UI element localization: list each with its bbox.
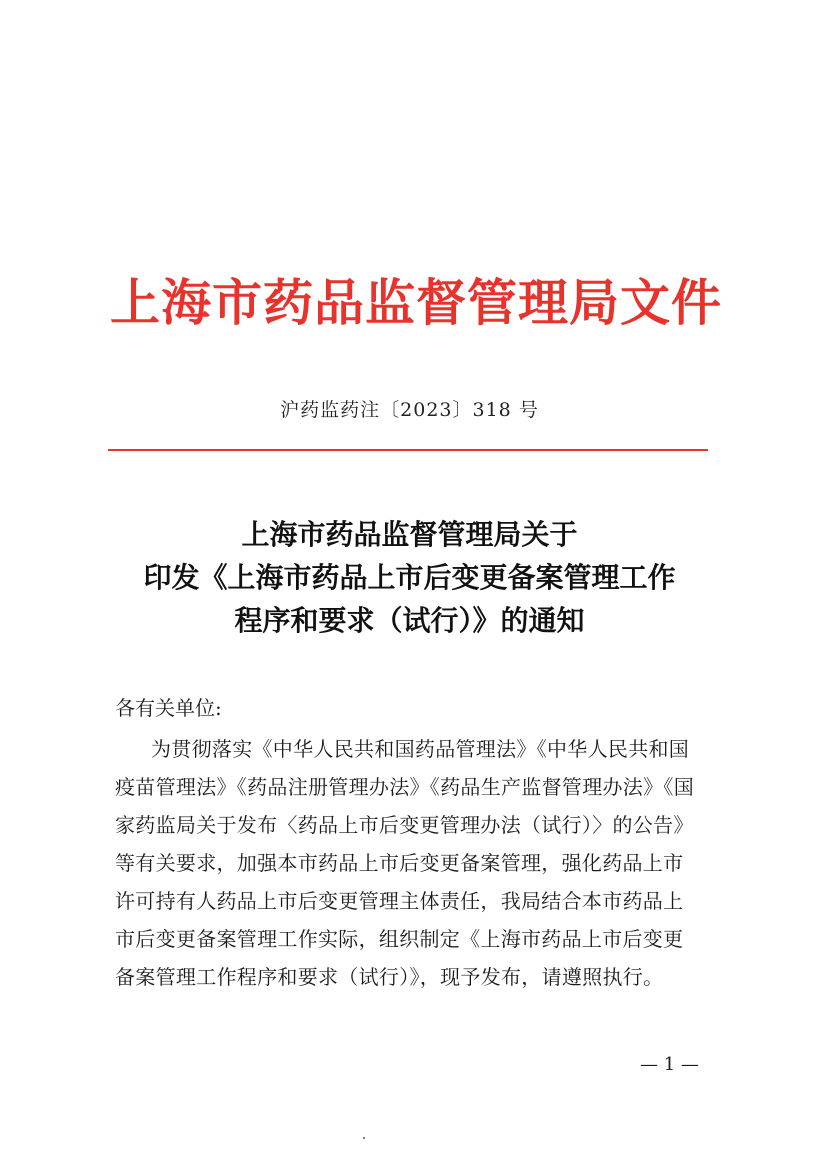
addressee: 各有关单位:	[115, 696, 222, 720]
notice-title-line: 程序和要求（试行）》的通知	[234, 604, 585, 637]
paragraph-line: 市后变更备案管理工作实际，组织制定《上海市药品上市后变更	[115, 927, 684, 951]
notice-title	[0, 513, 819, 642]
paragraph-line: 为贯彻落实《中华人民共和国药品管理法》《中华人民共和国	[151, 737, 690, 761]
paragraph-line: 备案管理工作程序和要求（试行）》，现予发布，请遵照执行。	[115, 965, 664, 989]
body-paragraph	[115, 730, 735, 996]
paragraph-line: 等有关要求，加强本市药品上市后变更备案管理，强化药品上市	[115, 851, 684, 875]
red-divider-line	[108, 449, 708, 451]
paragraph-line: 疫苗管理法》《药品注册管理办法》《药品生产监督管理办法》《国	[115, 775, 694, 799]
paragraph-line: 许可持有人药品上市后变更管理主体责任，我局结合本市药品上	[115, 889, 684, 913]
paragraph-line: 家药监局关于发布〈药品上市后变更管理办法（试行）〉的公告》	[115, 813, 694, 837]
page-number: — 1 —	[640, 1054, 699, 1075]
notice-title-line: 上海市药品监督管理局关于	[241, 518, 578, 551]
scan-speck	[363, 1137, 365, 1139]
document-number: 沪药监药注〔2023〕318 号	[280, 399, 539, 421]
agency-header-title: 上海市药品监督管理局文件	[110, 274, 722, 332]
notice-title-line: 印发《上海市药品上市后变更备案管理工作	[143, 561, 676, 594]
